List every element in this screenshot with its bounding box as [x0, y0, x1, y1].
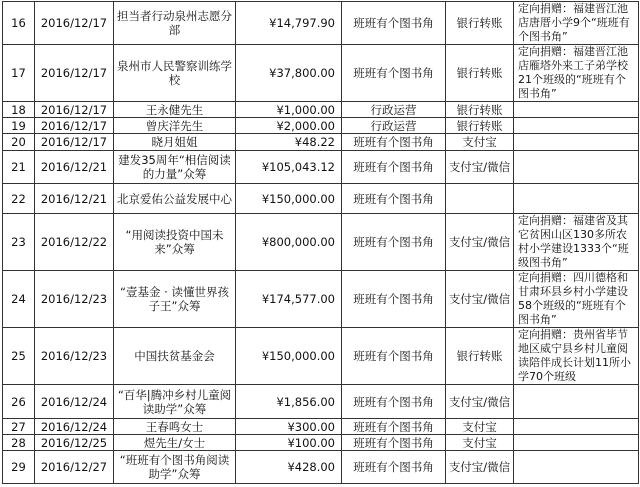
- donation-note: [514, 435, 639, 451]
- donation-note: [514, 451, 639, 484]
- donor-name: 煜先生/女士: [114, 435, 236, 451]
- donation-note: 定向捐赠：福建晋江池店唐厝小学9个“班班有个图书角”: [514, 2, 639, 45]
- row-number: 20: [3, 134, 35, 151]
- donation-amount: ¥174,577.00: [236, 271, 342, 328]
- project-name: 班班有个图书角: [342, 328, 446, 385]
- donation-amount: ¥37,800.00: [236, 45, 342, 102]
- project-name: 班班有个图书角: [342, 134, 446, 151]
- row-number: 18: [3, 102, 35, 118]
- donation-note: [514, 134, 639, 151]
- donation-amount: ¥150,000.00: [236, 184, 342, 214]
- donation-amount: ¥100.00: [236, 435, 342, 451]
- donation-amount: ¥1,856.00: [236, 385, 342, 419]
- donor-name: 中国扶贫基金会: [114, 328, 236, 385]
- donation-note: 定向捐赠：四川德格和甘肃环县乡村小学建设58个班级的“班班有个图书角”: [514, 271, 639, 328]
- payment-method: 银行转账: [446, 102, 514, 118]
- donation-amount: ¥428.00: [236, 451, 342, 484]
- donor-name: “班班有个图书角阅读助学”众筹: [114, 451, 236, 484]
- table-body: [3, 2, 639, 484]
- donation-amount: ¥48.22: [236, 134, 342, 151]
- table-row: [3, 184, 639, 214]
- table-row: [3, 134, 639, 151]
- donation-date: 2016/12/24: [35, 419, 114, 435]
- donation-note: 定向捐赠：福建晋江池店雁塔外来工子弟学校21个班级的“班班有个图书角”: [514, 45, 639, 102]
- donation-date: 2016/12/22: [35, 214, 114, 271]
- row-number: 23: [3, 214, 35, 271]
- donation-date: 2016/12/21: [35, 151, 114, 184]
- project-name: 班班有个图书角: [342, 385, 446, 419]
- payment-method: 支付宝/微信: [446, 271, 514, 328]
- row-number: 21: [3, 151, 35, 184]
- payment-method: 银行转账: [446, 118, 514, 134]
- donor-name: 泉州市人民警察训练学校: [114, 45, 236, 102]
- donation-note: [514, 385, 639, 419]
- row-number: 24: [3, 271, 35, 328]
- donation-date: 2016/12/23: [35, 328, 114, 385]
- payment-method: 支付宝/微信: [446, 451, 514, 484]
- project-name: 班班有个图书角: [342, 184, 446, 214]
- donor-name: “百华|腾冲乡村儿童阅读助学”众筹: [114, 385, 236, 419]
- donation-date: 2016/12/25: [35, 435, 114, 451]
- project-name: 班班有个图书角: [342, 2, 446, 45]
- payment-method: 支付宝/微信: [446, 385, 514, 419]
- table-row: [3, 118, 639, 134]
- donation-date: 2016/12/17: [35, 102, 114, 118]
- donor-name: 王永健先生: [114, 102, 236, 118]
- row-number: 17: [3, 45, 35, 102]
- donor-name: 建发35周年“相信阅读的力量”众筹: [114, 151, 236, 184]
- donation-date: 2016/12/17: [35, 134, 114, 151]
- project-name: 班班有个图书角: [342, 151, 446, 184]
- payment-method: 支付宝/微信: [446, 214, 514, 271]
- project-name: 班班有个图书角: [342, 419, 446, 435]
- payment-method: 银行转账: [446, 328, 514, 385]
- donation-date: 2016/12/17: [35, 45, 114, 102]
- row-number: 16: [3, 2, 35, 45]
- donation-amount: ¥2,000.00: [236, 118, 342, 134]
- project-name: 行政运营: [342, 118, 446, 134]
- payment-method: 支付宝/微信: [446, 151, 514, 184]
- donor-name: 王春鸣女士: [114, 419, 236, 435]
- row-number: 19: [3, 118, 35, 134]
- donor-name: 晓月姐姐: [114, 134, 236, 151]
- donation-amount: ¥800,000.00: [236, 214, 342, 271]
- payment-method: [446, 184, 514, 214]
- project-name: 班班有个图书角: [342, 271, 446, 328]
- row-number: 27: [3, 419, 35, 435]
- donation-date: 2016/12/23: [35, 271, 114, 328]
- donor-name: 担当者行动泉州志愿分部: [114, 2, 236, 45]
- donation-note: [514, 184, 639, 214]
- payment-method: 支付宝: [446, 419, 514, 435]
- row-number: 28: [3, 435, 35, 451]
- donation-note: [514, 118, 639, 134]
- project-name: 行政运营: [342, 102, 446, 118]
- table-row: [3, 2, 639, 45]
- table-row: [3, 151, 639, 184]
- donation-amount: ¥14,797.90: [236, 2, 342, 45]
- table-row: [3, 271, 639, 328]
- project-name: 班班有个图书角: [342, 451, 446, 484]
- table-row: [3, 451, 639, 484]
- donor-name: “壹基金 · 读懂世界孩子王”众筹: [114, 271, 236, 328]
- project-name: 班班有个图书角: [342, 45, 446, 102]
- table-row: [3, 419, 639, 435]
- payment-method: 支付宝: [446, 134, 514, 151]
- table-row: [3, 214, 639, 271]
- donation-amount: ¥300.00: [236, 419, 342, 435]
- row-number: 29: [3, 451, 35, 484]
- donation-note: [514, 419, 639, 435]
- donation-amount: ¥150,000.00: [236, 328, 342, 385]
- donation-table: [2, 1, 639, 484]
- donor-name: 北京爱佑公益发展中心: [114, 184, 236, 214]
- donation-date: 2016/12/17: [35, 118, 114, 134]
- donation-date: 2016/12/27: [35, 451, 114, 484]
- donation-note: [514, 151, 639, 184]
- donor-name: “用阅读投资中国未来”众筹: [114, 214, 236, 271]
- donation-date: 2016/12/24: [35, 385, 114, 419]
- donation-note: [514, 102, 639, 118]
- payment-method: 银行转账: [446, 45, 514, 102]
- donation-date: 2016/12/21: [35, 184, 114, 214]
- table-row: [3, 385, 639, 419]
- table-row: [3, 328, 639, 385]
- row-number: 25: [3, 328, 35, 385]
- donation-note: 定向捐赠：福建省及其它贫困山区130多所农村小学建设1333个“班级图书角”: [514, 214, 639, 271]
- donation-amount: ¥105,043.12: [236, 151, 342, 184]
- project-name: 班班有个图书角: [342, 435, 446, 451]
- donor-name: 曾庆洋先生: [114, 118, 236, 134]
- donation-note: 定向捐赠：贵州省毕节地区威宁县乡村儿童阅读陪伴成长计划11所小学70个班级: [514, 328, 639, 385]
- table-row: [3, 45, 639, 102]
- row-number: 22: [3, 184, 35, 214]
- table-row: [3, 102, 639, 118]
- table-row: [3, 435, 639, 451]
- donation-date: 2016/12/17: [35, 2, 114, 45]
- project-name: 班班有个图书角: [342, 214, 446, 271]
- payment-method: 支付宝: [446, 435, 514, 451]
- row-number: 26: [3, 385, 35, 419]
- payment-method: 银行转账: [446, 2, 514, 45]
- donation-amount: ¥1,000.00: [236, 102, 342, 118]
